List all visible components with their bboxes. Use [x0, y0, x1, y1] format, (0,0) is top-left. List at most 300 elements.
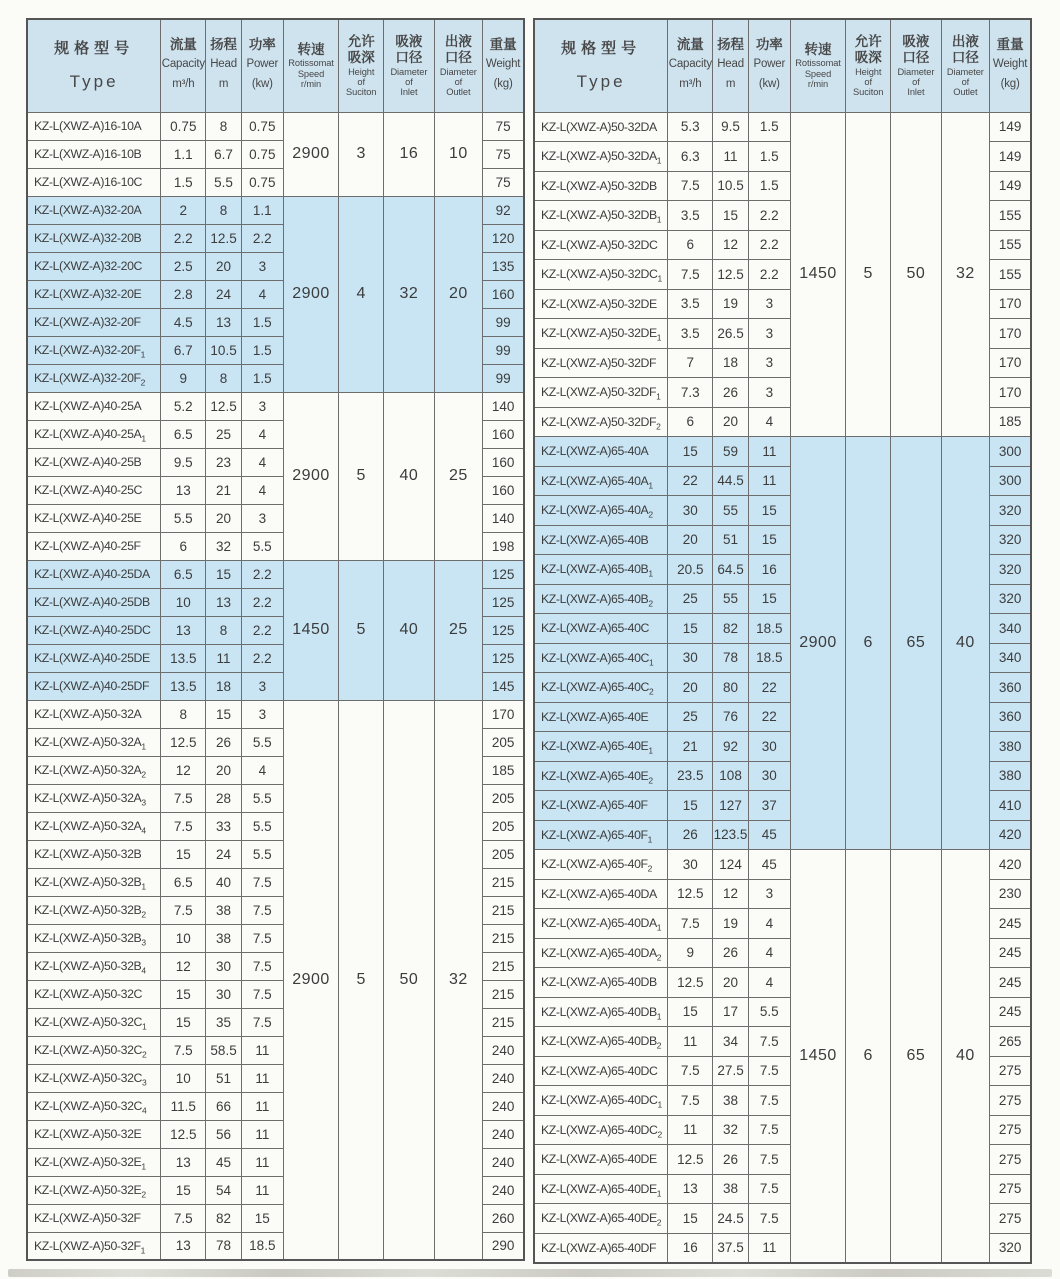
head-cell: 25	[206, 420, 241, 448]
model-subscript: 2	[648, 509, 653, 520]
model-cell: KZ-L(XWZ-A)40-25E	[27, 504, 161, 532]
outlet-cell: 20	[434, 196, 483, 392]
inlet-cell: 50	[891, 112, 941, 437]
weight-cell: 160	[483, 476, 524, 504]
head-cell: 13	[206, 308, 241, 336]
capacity-cell: 4.5	[161, 308, 206, 336]
model-cell: KZ-L(XWZ-A)50-32DC	[534, 230, 668, 260]
power-cell: 1.5	[241, 364, 283, 392]
capacity-cell: 1.5	[161, 168, 206, 196]
weight-cell: 340	[990, 643, 1031, 673]
weight-cell: 240	[483, 1148, 524, 1176]
col-header-type	[27, 19, 161, 112]
weight-cell: 320	[990, 525, 1031, 555]
suction-cell: 5	[339, 560, 384, 700]
power-cell: 15	[748, 496, 790, 526]
model-cell: $KZ-L(XWZ-A)65-40A_2$	[534, 496, 668, 526]
head-cell: 124	[713, 850, 748, 880]
weight-cell: 240	[483, 1036, 524, 1064]
weight-cell: 215	[483, 1008, 524, 1036]
weight-cell: 99	[483, 336, 524, 364]
capacity-cell: 7.5	[161, 1204, 206, 1232]
capacity-cell: 3.5	[668, 201, 713, 231]
head-cell: 15	[713, 201, 748, 231]
head-cell: 28	[206, 784, 241, 812]
power-cell: 5.5	[241, 812, 283, 840]
weight-cell: 140	[483, 392, 524, 420]
power-cell: 3	[748, 378, 790, 408]
power-cell: 5.5	[241, 728, 283, 756]
capacity-cell: 12.5	[668, 879, 713, 909]
weight-cell: 215	[483, 980, 524, 1008]
header-label-en: Height	[855, 66, 882, 77]
model-cell: KZ-L(XWZ-A)40-25DB	[27, 588, 161, 616]
head-cell: 58.5	[206, 1036, 241, 1064]
capacity-cell: 13	[668, 1174, 713, 1204]
model-subscript: 4	[141, 825, 146, 836]
head-cell: 37.5	[713, 1233, 748, 1263]
header-label-en: Suciton	[853, 87, 884, 98]
weight-cell: 170	[990, 348, 1031, 378]
model-subscript: 1	[656, 155, 662, 166]
power-cell: 4	[241, 476, 283, 504]
model-cell: $KZ-L(XWZ-A)32-20F_1$	[27, 336, 161, 364]
capacity-cell: 20.5	[668, 555, 713, 585]
weight-cell: 245	[990, 997, 1031, 1027]
model-subscript: 3	[141, 797, 146, 808]
power-cell: 45	[748, 850, 790, 880]
model-cell: $KZ-L(XWZ-A)50-32F_1$	[27, 1232, 161, 1260]
outlet-cell: 40	[941, 437, 990, 850]
weight-cell: 245	[990, 909, 1031, 939]
header-label-zh: 吸液	[902, 33, 930, 49]
power-cell: 7.5	[748, 1027, 790, 1057]
weight-cell: 380	[990, 732, 1031, 762]
weight-cell: 75	[483, 112, 524, 140]
model-cell: $KZ-L(XWZ-A)50-32DF_1$	[534, 378, 668, 408]
power-cell: 7.5	[241, 896, 283, 924]
model-cell: $KZ-L(XWZ-A)50-32DE_1$	[534, 319, 668, 349]
col-header-outlet	[941, 19, 990, 112]
model-cell: $KZ-L(XWZ-A)50-32B_4$	[27, 952, 161, 980]
weight-cell: 149	[990, 142, 1031, 172]
weight-cell: 360	[990, 673, 1031, 703]
inlet-cell: 65	[891, 850, 941, 1263]
power-cell: 11	[241, 1120, 283, 1148]
weight-cell: 135	[483, 252, 524, 280]
head-cell: 66	[206, 1092, 241, 1120]
power-cell: 1.5	[748, 171, 790, 201]
table-row	[27, 392, 524, 420]
head-cell: 80	[713, 673, 748, 703]
power-cell: 3	[241, 252, 283, 280]
capacity-cell: 13.5	[161, 644, 206, 672]
model-cell: KZ-L(XWZ-A)50-32DA	[534, 112, 668, 142]
weight-cell: 205	[483, 812, 524, 840]
head-cell: 13	[206, 588, 241, 616]
model-cell: $KZ-L(XWZ-A)65-40DA_2$	[534, 938, 668, 968]
col-header-speed	[283, 19, 338, 112]
power-cell: 15	[241, 1204, 283, 1232]
weight-cell: 160	[483, 420, 524, 448]
power-cell: 7.5	[241, 868, 283, 896]
power-cell: 7.5	[241, 980, 283, 1008]
model-subscript: 1	[142, 1021, 147, 1032]
model-subscript: 1	[140, 349, 145, 360]
power-cell: 4	[241, 420, 283, 448]
model-cell: $KZ-L(XWZ-A)50-32C_4$	[27, 1092, 161, 1120]
weight-cell: 205	[483, 840, 524, 868]
power-cell: 3	[748, 319, 790, 349]
header-label-en: of	[961, 77, 970, 88]
suction-cell: 4	[339, 196, 384, 392]
capacity-cell: 2.8	[161, 280, 206, 308]
model-subscript: 2	[141, 909, 146, 920]
header-label-zh: 口径	[902, 50, 930, 66]
speed-cell: 2900	[283, 112, 338, 196]
table-row	[534, 437, 1031, 467]
model-subscript: 4	[142, 1105, 147, 1116]
table-row	[534, 850, 1031, 880]
head-cell: 59	[713, 437, 748, 467]
model-cell: KZ-L(XWZ-A)50-32E	[27, 1120, 161, 1148]
weight-cell: 185	[483, 756, 524, 784]
weight-cell: 205	[483, 728, 524, 756]
weight-cell: 155	[990, 230, 1031, 260]
capacity-cell: 5.5	[161, 504, 206, 532]
weight-cell: 320	[990, 584, 1031, 614]
power-cell: 0.75	[241, 112, 283, 140]
weight-cell: 149	[990, 171, 1031, 201]
weight-cell: 320	[990, 496, 1031, 526]
model-cell: KZ-L(XWZ-A)50-32B	[27, 840, 161, 868]
header-label-en: Head	[210, 58, 237, 71]
model-cell: KZ-L(XWZ-A)65-40DB	[534, 968, 668, 998]
header-label-en: Weight	[485, 58, 521, 71]
model-cell: $KZ-L(XWZ-A)50-32A_3$	[27, 784, 161, 812]
head-cell: 12.5	[206, 224, 241, 252]
table-row	[534, 112, 1031, 142]
power-cell: 45	[748, 820, 790, 850]
head-cell: 32	[206, 532, 241, 560]
weight-cell: 75	[483, 168, 524, 196]
head-cell: 76	[713, 702, 748, 732]
capacity-cell: 12.5	[668, 1145, 713, 1175]
head-cell: 17	[713, 997, 748, 1027]
capacity-cell: 23.5	[668, 761, 713, 791]
capacity-cell: 12.5	[161, 1120, 206, 1148]
model-cell: $KZ-L(XWZ-A)65-40DC_2$	[534, 1115, 668, 1145]
col-header-head	[206, 19, 241, 112]
power-cell: 30	[748, 732, 790, 762]
header-label-en: Speed	[804, 68, 832, 79]
header-label-en: r/min	[300, 79, 322, 90]
model-subscript: 2	[647, 863, 652, 874]
capacity-cell: 5.2	[161, 392, 206, 420]
header-label-en: m	[725, 78, 736, 91]
spec-table-right	[533, 18, 1032, 1264]
weight-cell: 420	[990, 850, 1031, 880]
table-row	[27, 196, 524, 224]
weight-cell: 170	[990, 319, 1031, 349]
head-cell: 56	[206, 1120, 241, 1148]
capacity-cell: 12	[161, 952, 206, 980]
capacity-cell: 16	[668, 1233, 713, 1263]
header-label-zh: 扬程	[717, 36, 745, 52]
capacity-cell: 7.5	[668, 171, 713, 201]
head-cell: 20	[713, 968, 748, 998]
outlet-cell: 32	[941, 112, 990, 437]
head-cell: 51	[206, 1064, 241, 1092]
capacity-cell: 12.5	[668, 968, 713, 998]
power-cell: 7.5	[241, 1008, 283, 1036]
header-label-en: Rotissomat	[795, 58, 841, 69]
header-label-en: Diameter	[946, 66, 984, 77]
model-subscript: 1	[141, 881, 146, 892]
table-row	[27, 700, 524, 728]
col-header-weight	[990, 19, 1031, 112]
head-cell: 8	[206, 112, 241, 140]
capacity-cell: 3.5	[668, 319, 713, 349]
weight-cell: 155	[990, 201, 1031, 231]
model-cell: $KZ-L(XWZ-A)65-40A_1$	[534, 466, 668, 496]
model-cell: KZ-L(XWZ-A)65-40DF	[534, 1233, 668, 1263]
col-header-inlet	[384, 19, 434, 112]
power-cell: 2.2	[241, 588, 283, 616]
capacity-cell: 15	[668, 437, 713, 467]
head-cell: 15	[206, 700, 241, 728]
model-cell: KZ-L(XWZ-A)16-10C	[27, 168, 161, 196]
capacity-cell: 15	[668, 614, 713, 644]
head-cell: 11	[206, 644, 241, 672]
weight-cell: 275	[990, 1174, 1031, 1204]
capacity-cell: 11	[668, 1027, 713, 1057]
model-cell: KZ-L(XWZ-A)32-20B	[27, 224, 161, 252]
header-label-zh: 规格型号	[54, 39, 135, 57]
model-cell: $KZ-L(XWZ-A)50-32E_1$	[27, 1148, 161, 1176]
col-header-outlet	[434, 19, 483, 112]
weight-cell: 300	[990, 466, 1031, 496]
inlet-cell: 40	[384, 392, 434, 560]
head-cell: 38	[713, 1174, 748, 1204]
weight-cell: 125	[483, 560, 524, 588]
power-cell: 1.5	[241, 336, 283, 364]
power-cell: 7.5	[748, 1145, 790, 1175]
head-cell: 12	[713, 879, 748, 909]
head-cell: 51	[713, 525, 748, 555]
head-cell: 108	[713, 761, 748, 791]
header-label-zh: 出液	[951, 33, 979, 49]
head-cell: 12.5	[713, 260, 748, 290]
head-cell: 40	[206, 868, 241, 896]
model-subscript: 1	[656, 922, 662, 933]
power-cell: 30	[748, 761, 790, 791]
model-subscript: 1	[648, 745, 653, 756]
header-label-en: Diameter	[897, 66, 935, 77]
head-cell: 26	[713, 938, 748, 968]
head-cell: 78	[206, 1232, 241, 1260]
capacity-cell: 15	[161, 980, 206, 1008]
capacity-cell: 15	[161, 1008, 206, 1036]
power-cell: 7.5	[748, 1056, 790, 1086]
model-subscript: 3	[142, 1077, 147, 1088]
head-cell: 8	[206, 364, 241, 392]
capacity-cell: 2.2	[161, 224, 206, 252]
model-subscript: 1	[656, 1188, 662, 1199]
weight-cell: 149	[990, 112, 1031, 142]
model-subscript: 1	[141, 433, 146, 444]
power-cell: 22	[748, 702, 790, 732]
header-label-zh: 口径	[444, 50, 472, 66]
header-label-en: Type	[576, 71, 626, 91]
capacity-cell: 25	[668, 702, 713, 732]
model-subscript: 1	[656, 214, 662, 225]
capacity-cell: 13	[161, 1232, 206, 1260]
header-label-zh: 吸深	[347, 50, 375, 66]
suction-cell: 5	[339, 700, 384, 1260]
model-cell: KZ-L(XWZ-A)65-40E	[534, 702, 668, 732]
capacity-cell: 13	[161, 1148, 206, 1176]
head-cell: 18	[206, 672, 241, 700]
model-cell: $KZ-L(XWZ-A)50-32A_2$	[27, 756, 161, 784]
capacity-cell: 8	[161, 700, 206, 728]
capacity-cell: 11.5	[161, 1092, 206, 1120]
weight-cell: 155	[990, 260, 1031, 290]
model-cell: KZ-L(XWZ-A)40-25C	[27, 476, 161, 504]
weight-cell: 340	[990, 614, 1031, 644]
header-label-en: (kw)	[758, 78, 780, 91]
header-label-zh: 扬程	[210, 36, 238, 52]
header-label-en: of	[912, 77, 920, 88]
header-label-en: Weight	[992, 58, 1028, 71]
col-header-capacity	[668, 19, 713, 112]
model-cell: KZ-L(XWZ-A)16-10A	[27, 112, 161, 140]
model-cell: KZ-L(XWZ-A)50-32DE	[534, 289, 668, 319]
weight-cell: 265	[990, 1027, 1031, 1057]
power-cell: 4	[748, 968, 790, 998]
model-cell: KZ-L(XWZ-A)50-32DB	[534, 171, 668, 201]
weight-cell: 275	[990, 1145, 1031, 1175]
header-label-en: (kw)	[251, 78, 273, 91]
col-header-capacity	[161, 19, 206, 112]
speed-cell: 2900	[283, 392, 338, 560]
header-label-zh: 功率	[248, 36, 276, 52]
header-label-zh: 重量	[489, 36, 517, 52]
header-label-en: of	[864, 77, 872, 88]
head-cell: 64.5	[713, 555, 748, 585]
capacity-cell: 7.5	[161, 1036, 206, 1064]
power-cell: 7.5	[241, 924, 283, 952]
head-cell: 9.5	[713, 112, 748, 142]
head-cell: 26	[713, 378, 748, 408]
header-label-zh: 流量	[676, 36, 704, 52]
header-label-en: of	[454, 77, 463, 88]
power-cell: 11	[748, 437, 790, 467]
power-cell: 4	[241, 448, 283, 476]
power-cell: 2.2	[241, 616, 283, 644]
model-cell: $KZ-L(XWZ-A)50-32E_2$	[27, 1176, 161, 1204]
header-label-en: Speed	[297, 68, 325, 79]
power-cell: 15	[748, 584, 790, 614]
model-subscript: 1	[648, 568, 653, 579]
model-cell: $KZ-L(XWZ-A)50-32B_3$	[27, 924, 161, 952]
outlet-cell: 10	[434, 112, 483, 196]
outlet-cell: 40	[941, 850, 990, 1263]
header-label-en: Height	[348, 66, 375, 77]
model-subscript: 2	[141, 1189, 146, 1200]
power-cell: 18.5	[241, 1232, 283, 1260]
capacity-cell: 26	[668, 820, 713, 850]
weight-cell: 160	[483, 280, 524, 308]
model-subscript: 1	[657, 273, 662, 284]
model-cell: $KZ-L(XWZ-A)50-32DB_1$	[534, 201, 668, 231]
head-cell: 38	[206, 896, 241, 924]
model-subscript: 1	[656, 391, 661, 402]
weight-cell: 185	[990, 407, 1031, 437]
table-row	[27, 560, 524, 588]
weight-cell: 215	[483, 896, 524, 924]
weight-cell: 240	[483, 1176, 524, 1204]
model-cell: $KZ-L(XWZ-A)65-40DC_1$	[534, 1086, 668, 1116]
weight-cell: 300	[990, 437, 1031, 467]
col-header-type	[534, 19, 668, 112]
capacity-cell: 7.5	[161, 812, 206, 840]
weight-cell: 260	[483, 1204, 524, 1232]
weight-cell: 320	[990, 555, 1031, 585]
model-cell: $KZ-L(XWZ-A)50-32C_1$	[27, 1008, 161, 1036]
header-label-zh: 口径	[395, 50, 423, 66]
capacity-cell: 15	[161, 840, 206, 868]
head-cell: 35	[206, 1008, 241, 1036]
model-subscript: 2	[656, 1040, 662, 1051]
head-cell: 19	[713, 909, 748, 939]
power-cell: 0.75	[241, 168, 283, 196]
model-cell: KZ-L(XWZ-A)40-25B	[27, 448, 161, 476]
header-label-en: m	[218, 78, 229, 91]
col-header-power	[241, 19, 283, 112]
table-row	[27, 112, 524, 140]
head-cell: 78	[713, 643, 748, 673]
header-label-en: r/min	[807, 79, 829, 90]
model-cell: $KZ-L(XWZ-A)40-25A_1$	[27, 420, 161, 448]
weight-cell: 215	[483, 868, 524, 896]
head-cell: 44.5	[713, 466, 748, 496]
capacity-cell: 10	[161, 924, 206, 952]
capacity-cell: 2.5	[161, 252, 206, 280]
capacity-cell: 10	[161, 1064, 206, 1092]
model-cell: KZ-L(XWZ-A)32-20F	[27, 308, 161, 336]
capacity-cell: 25	[668, 584, 713, 614]
header-label-en: m³/h	[679, 78, 702, 91]
model-cell: KZ-L(XWZ-A)50-32F	[27, 1204, 161, 1232]
head-cell: 23	[206, 448, 241, 476]
model-cell: $KZ-L(XWZ-A)65-40DE_2$	[534, 1204, 668, 1234]
power-cell: 7.5	[748, 1174, 790, 1204]
weight-cell: 360	[990, 702, 1031, 732]
power-cell: 18.5	[748, 614, 790, 644]
weight-cell: 290	[483, 1232, 524, 1260]
head-cell: 6.7	[206, 140, 241, 168]
model-cell: KZ-L(XWZ-A)65-40F	[534, 791, 668, 821]
weight-cell: 215	[483, 924, 524, 952]
model-subscript: 2	[656, 421, 661, 432]
capacity-cell: 13	[161, 476, 206, 504]
model-cell: $KZ-L(XWZ-A)65-40F_2$	[534, 850, 668, 880]
model-cell: $KZ-L(XWZ-A)65-40DA_1$	[534, 909, 668, 939]
model-cell: KZ-L(XWZ-A)32-20A	[27, 196, 161, 224]
header-label-en: Outlet	[953, 87, 978, 98]
power-cell: 3	[748, 289, 790, 319]
